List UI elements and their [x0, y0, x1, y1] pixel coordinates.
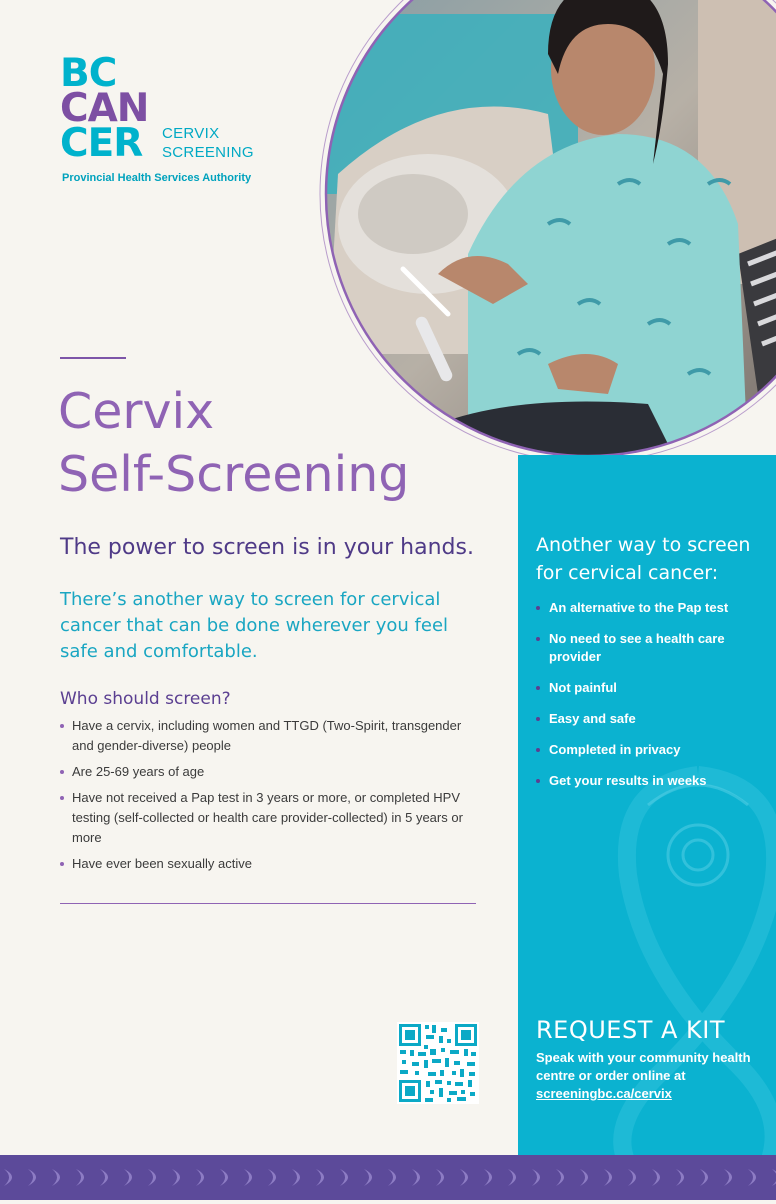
- footer-motif: [748, 1169, 756, 1186]
- title-line2: Self-Screening: [58, 446, 410, 503]
- footer-motif: [724, 1169, 732, 1186]
- footer-motif: [52, 1169, 60, 1186]
- footer-motif: [508, 1169, 516, 1186]
- list-item: An alternative to the Pap test: [536, 599, 751, 617]
- footer-motif: [460, 1169, 468, 1186]
- info-panel: [518, 455, 776, 1155]
- footer-motif: [772, 1169, 776, 1186]
- footer-motif: [484, 1169, 492, 1186]
- footer-motif: [388, 1169, 396, 1186]
- footer-motif: [436, 1169, 444, 1186]
- logo-program-line2: SCREENING: [162, 144, 254, 161]
- footer-motif: [700, 1169, 708, 1186]
- footer-motif: [532, 1169, 540, 1186]
- footer-motif: [580, 1169, 588, 1186]
- footer-motif: [100, 1169, 108, 1186]
- footer-motif: [244, 1169, 252, 1186]
- list-item: Not painful: [536, 679, 751, 697]
- footer-motif: [340, 1169, 348, 1186]
- footer-motif: [148, 1169, 156, 1186]
- footer-motif: [76, 1169, 84, 1186]
- list-item: Have not received a Pap test in 3 years or more, or completed HPV testing (self-collected or health care provider-collected) in 5 years or more: [60, 788, 470, 848]
- footer-motif: [628, 1169, 636, 1186]
- list-item: Have ever been sexually active: [60, 854, 470, 874]
- footer-motif: [364, 1169, 372, 1186]
- footer-motif: [652, 1169, 660, 1186]
- logo-mark-line1: BC: [60, 51, 117, 96]
- footer-motif: [604, 1169, 612, 1186]
- screening-website-link[interactable]: screeningbc.ca/cervix: [536, 1086, 672, 1101]
- footer-motif: [172, 1169, 180, 1186]
- footer-motif: [28, 1169, 36, 1186]
- panel-heading: Another way to screen for cervical cancer:: [536, 534, 751, 584]
- logo-mark: [60, 51, 156, 166]
- intro-text: There’s another way to screen for cervical cancer that can be done wherever you feel safe and comfortable.: [60, 589, 449, 662]
- list-item: Are 25-69 years of age: [60, 762, 470, 782]
- footer-motif: [316, 1169, 324, 1186]
- footer-motif: [556, 1169, 564, 1186]
- request-kit-heading: REQUEST A KIT: [536, 1016, 726, 1044]
- title-divider: [60, 357, 126, 359]
- footer-motif: [220, 1169, 228, 1186]
- bottom-divider: [60, 903, 476, 904]
- footer-motif: [292, 1169, 300, 1186]
- who-list: [60, 716, 470, 880]
- footer-motif: [412, 1169, 420, 1186]
- list-item: Easy and safe: [536, 710, 751, 728]
- footer-motif: [124, 1169, 132, 1186]
- logo-program-name: [162, 124, 254, 162]
- page-title: [58, 380, 409, 506]
- footer-motif: [268, 1169, 276, 1186]
- list-item: No need to see a health care provider: [536, 630, 751, 666]
- title-line1: Cervix: [58, 383, 215, 440]
- request-kit-text: Speak with your community health centre or order online at: [536, 1050, 751, 1083]
- list-item: Have a cervix, including women and TTGD (Two-Spirit, transgender and gender-diverse) people: [60, 716, 470, 756]
- list-item: Completed in privacy: [536, 741, 751, 759]
- list-item: Get your results in weeks: [536, 772, 751, 790]
- footer-motif: [196, 1169, 204, 1186]
- qr-code-icon[interactable]: [397, 1022, 479, 1104]
- logo-program-line1: CERVIX: [162, 125, 220, 142]
- footer-motif: [4, 1169, 12, 1186]
- tagline: The power to screen is in your hands.: [60, 535, 474, 560]
- logo-mark-line3: CER: [60, 121, 143, 166]
- logo-mark-line2: CAN: [60, 86, 149, 131]
- who-heading: Who should screen?: [60, 689, 231, 709]
- benefits-list: [536, 599, 751, 803]
- footer-pattern-band: [0, 1155, 776, 1200]
- logo-authority: Provincial Health Services Authority: [62, 172, 252, 184]
- footer-motif: [676, 1169, 684, 1186]
